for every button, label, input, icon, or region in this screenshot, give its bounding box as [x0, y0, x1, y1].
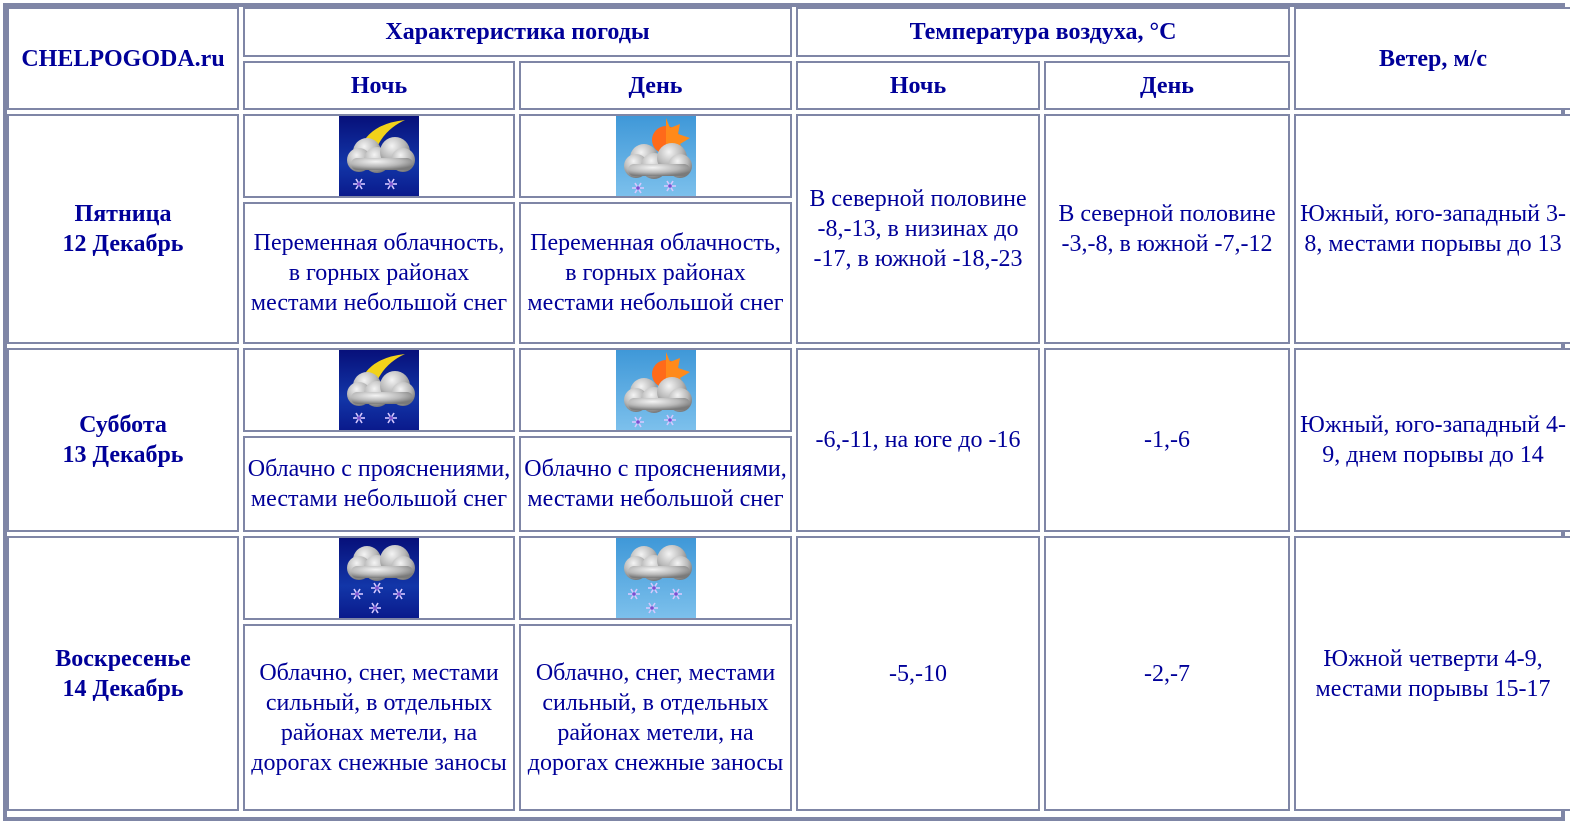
temp-night: -6,-11, на юге до -16 [796, 348, 1040, 532]
date: 14 Декабрь [62, 675, 184, 702]
site-brand-label[interactable]: CHELPOGODA.ru [21, 45, 225, 72]
forecast-table [3, 3, 1570, 815]
date: 12 Декабрь [62, 230, 184, 257]
day-icon-cell [519, 114, 792, 198]
forecast-row-sunday [7, 536, 1570, 620]
night-icon-cell [243, 348, 515, 432]
temperature-header: Температура воздуха, °C [796, 7, 1290, 57]
forecast-row-saturday [7, 348, 1570, 432]
moon-cloud-light-snow-icon [339, 116, 419, 196]
temp-day: -1,-6 [1044, 348, 1290, 532]
weekday: Суббота [79, 411, 167, 438]
wind: Южной четверти 4-9, местами порывы 15-17 [1294, 536, 1570, 811]
day-icon-cell [519, 536, 792, 620]
wind-header: Ветер, м/с [1294, 7, 1570, 110]
wind: Южный, юго-западный 4-9, днем порывы до 14 [1294, 348, 1570, 532]
temp-day: -2,-7 [1044, 536, 1290, 811]
day-description: Облачно с прояснениями, местами небольшой снег [519, 436, 792, 532]
weather-night-header: Ночь [243, 61, 515, 110]
weather-day-header: День [519, 61, 792, 110]
temp-night-header: Ночь [796, 61, 1040, 110]
day-label [7, 348, 239, 532]
night-description: Облачно с прояснениями, местами небольшой снег [243, 436, 515, 532]
wind: Южный, юго-западный 3-8, местами порывы до 13 [1294, 114, 1570, 344]
moon-cloud-light-snow-icon [339, 350, 419, 430]
date: 13 Декабрь [62, 441, 184, 468]
temp-night: В северной половине -8,-13, в низинах до -17, в южной -18,-23 [796, 114, 1040, 344]
weather-header: Характеристика погоды [243, 7, 792, 57]
night-description: Переменная облачность, в горных районах местами небольшой снег [243, 202, 515, 344]
cloud-snow-day-icon [616, 538, 696, 618]
site-brand[interactable] [7, 7, 239, 110]
day-description: Переменная облачность, в горных районах местами небольшой снег [519, 202, 792, 344]
day-label [7, 536, 239, 811]
night-icon-cell [243, 114, 515, 198]
day-description: Облачно, снег, местами сильный, в отдельных районах метели, на дорогах снежные заносы [519, 624, 792, 811]
cloud-snow-night-icon [339, 538, 419, 618]
forecast-row-friday [7, 114, 1570, 198]
sun-cloud-light-snow-icon [616, 116, 696, 196]
temp-day: В северной половине -3,-8, в южной -7,-12 [1044, 114, 1290, 344]
day-icon-cell [519, 348, 792, 432]
night-icon-cell [243, 536, 515, 620]
weekday: Пятница [74, 200, 172, 227]
temp-day-header: День [1044, 61, 1290, 110]
night-description: Облачно, снег, местами сильный, в отдельных районах метели, на дорогах снежные заносы [243, 624, 515, 811]
sun-cloud-light-snow-icon [616, 350, 696, 430]
weekday: Воскресенье [55, 645, 191, 672]
day-label [7, 114, 239, 344]
temp-night: -5,-10 [796, 536, 1040, 811]
